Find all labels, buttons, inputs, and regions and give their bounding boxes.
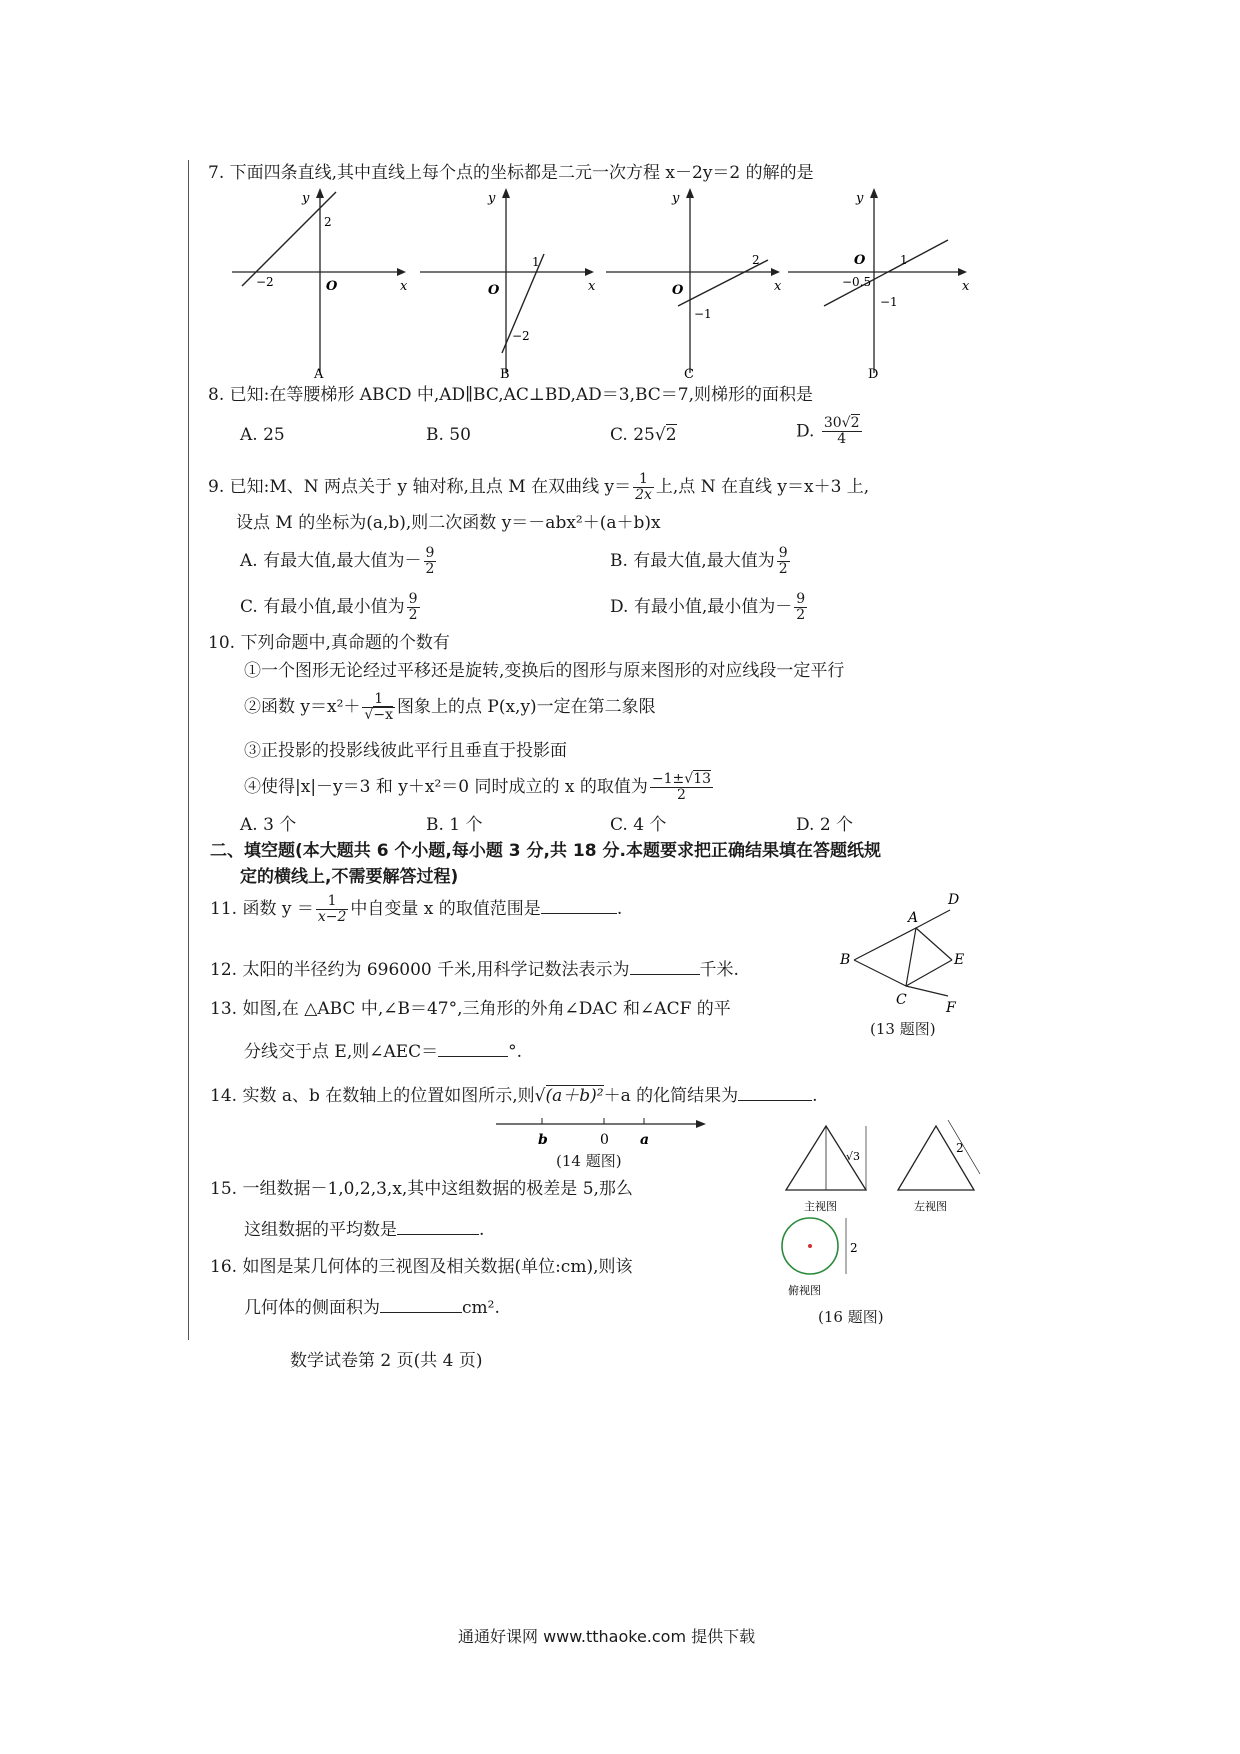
svg-text:A: A — [314, 367, 324, 382]
svg-text:2: 2 — [324, 215, 332, 229]
q10-option-a: A. 3 个 — [240, 815, 297, 835]
fig13-diagram — [840, 888, 990, 1028]
fig14-caption: (14 题图) — [556, 1152, 622, 1170]
q7-stem: 7. 下面四条直线,其中直线上每个点的坐标都是二元一次方程 x－2y＝2 的解的是 — [208, 163, 814, 183]
svg-text:F: F — [946, 1000, 956, 1016]
svg-text:−0.5: −0.5 — [842, 275, 872, 289]
svg-text:C: C — [684, 367, 694, 382]
q16-line2: 几何体的侧面积为 cm². — [244, 1298, 500, 1318]
svg-text:y: y — [302, 191, 310, 206]
q12: 12. 太阳的半径约为 696000 千米,用科学记数法表示为 千米. — [210, 960, 739, 980]
svg-text:x: x — [962, 279, 970, 294]
q10-option-b: B. 1 个 — [426, 815, 483, 835]
q15-line1: 15. 一组数据－1,0,2,3,x,其中这组数据的极差是 5,那么 — [210, 1179, 633, 1199]
q10-prop-4: ④使得|x|－y＝3 和 y＋x²＝0 同时成立的 x 的取值为 $\frac{-1\pm√13}{2}$ — [244, 771, 712, 803]
q13-line2: 分线交于点 E,则∠AEC＝ °. — [244, 1042, 523, 1062]
svg-text:主视图: 主视图 — [804, 1200, 837, 1213]
q7-graph-c — [606, 188, 796, 382]
svg-text:2: 2 — [752, 253, 760, 267]
svg-text:a: a — [640, 1132, 650, 1148]
svg-text:D: D — [948, 892, 960, 908]
svg-text:O: O — [488, 283, 500, 298]
q8-option-a: A. 25 — [240, 425, 285, 445]
fig16-caption: (16 题图) — [818, 1308, 884, 1326]
svg-text:左视图: 左视图 — [914, 1200, 947, 1213]
q9-line2: 设点 M 的坐标为(a,b),则二次函数 y＝－abx²＋(a＋b)x — [236, 513, 661, 533]
svg-text:俯视图: 俯视图 — [788, 1284, 821, 1297]
svg-text:y: y — [488, 191, 496, 206]
svg-text:x: x — [774, 279, 782, 294]
svg-text:y: y — [856, 191, 864, 206]
fig16-three-views — [780, 1116, 990, 1316]
svg-text:C: C — [896, 992, 907, 1008]
q10-stem: 10. 下列命题中,真命题的个数有 — [208, 633, 450, 653]
svg-text:O: O — [854, 253, 866, 268]
svg-text:x: x — [400, 279, 408, 294]
q10-option-d: D. 2 个 — [796, 815, 854, 835]
svg-text:x: x — [588, 279, 596, 294]
fig13-caption: (13 题图) — [870, 1020, 936, 1038]
q10-prop-3: ③正投影的投影线彼此平行且垂直于投影面 — [244, 741, 567, 761]
margin-line — [188, 160, 189, 1340]
svg-text:1: 1 — [532, 255, 540, 269]
svg-text:−2: −2 — [256, 275, 274, 289]
q9-option-c: C. 有最小值,最小值为 $\frac{9}{2}$ — [240, 591, 418, 623]
q7-graph-a — [232, 188, 422, 382]
svg-text:2: 2 — [850, 1241, 858, 1255]
svg-text:−2: −2 — [512, 329, 530, 343]
svg-text:B: B — [840, 952, 851, 968]
svg-text:1: 1 — [900, 253, 908, 267]
section2-heading-cont: 定的横线上,不需要解答过程) — [240, 867, 459, 887]
q11: 11. 函数 y ＝ $\frac{1}{x-2}$ 中自变量 x 的取值范围是 . — [210, 893, 623, 925]
svg-text:O: O — [672, 283, 684, 298]
page-footer: 数学试卷第 2 页(共 4 页) — [290, 1351, 483, 1371]
q7-graph-b — [420, 188, 610, 382]
svg-text:0: 0 — [600, 1132, 609, 1148]
q9-option-b: B. 有最大值,最大值为 $\frac{9}{2}$ — [610, 545, 788, 577]
download-credit: 通通好课网 www.tthaoke.com 提供下载 — [458, 1627, 756, 1646]
q9-stem: 9. 已知:M、N 两点关于 y 轴对称,且点 M 在双曲线 y＝ $\frac{1}{2x}$ 上,点 N 在直线 y＝x＋3 上, — [208, 471, 870, 503]
svg-text:A: A — [908, 910, 919, 926]
svg-text:b: b — [538, 1132, 548, 1148]
q13-line1: 13. 如图,在 △ABC 中,∠B＝47°,三角形的外角∠DAC 和∠ACF 的平 — [210, 999, 731, 1019]
svg-text:D: D — [868, 367, 879, 382]
q10-prop-2: ②函数 y＝x²＋ $\frac{1}{√-x}$ 图象上的点 P(x,y)一定在第二象限 — [244, 691, 656, 723]
q10-option-c: C. 4 个 — [610, 815, 667, 835]
q14: 14. 实数 a、b 在数轴上的位置如图所示,则√(a＋b)²＋a 的化简结果为 . — [210, 1086, 818, 1106]
q15-line2: 这组数据的平均数是 . — [244, 1220, 485, 1240]
svg-text:y: y — [672, 191, 680, 206]
q9-option-a: A. 有最大值,最大值为－ $\frac{9}{2}$ — [240, 545, 435, 577]
q8-option-b: B. 50 — [426, 425, 471, 445]
section2-heading: 二、填空题(本大题共 6 个小题,每小题 3 分,共 18 分.本题要求把正确结果填在答题纸规 — [210, 841, 881, 861]
svg-text:O: O — [326, 279, 338, 294]
q16-line1: 16. 如图是某几何体的三视图及相关数据(单位:cm),则该 — [210, 1257, 633, 1277]
svg-text:−1: −1 — [880, 295, 898, 309]
svg-text:B: B — [500, 367, 510, 382]
q10-prop-1: ①一个图形无论经过平移还是旋转,变换后的图形与原来图形的对应线段一定平行 — [244, 661, 845, 681]
q9-option-d: D. 有最小值,最小值为－ $\frac{9}{2}$ — [610, 591, 806, 623]
svg-text:−1: −1 — [694, 307, 712, 321]
svg-text:2: 2 — [956, 1141, 964, 1155]
q8-option-d: D. $\frac{30√2}{4}$ — [796, 415, 860, 447]
q8-option-c: C. 25√2 — [610, 425, 677, 445]
q8-stem: 8. 已知:在等腰梯形 ABCD 中,AD∥BC,AC⊥BD,AD＝3,BC＝7,则梯形的面积是 — [208, 385, 814, 405]
q7-graph-d — [788, 188, 988, 382]
svg-text:√3: √3 — [846, 1150, 861, 1163]
svg-text:E: E — [954, 952, 965, 968]
